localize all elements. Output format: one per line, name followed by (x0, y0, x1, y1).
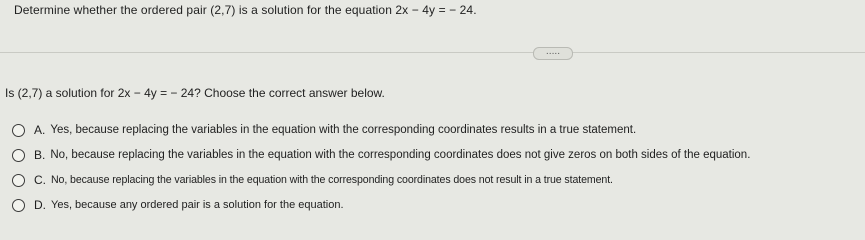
option-letter: B. (34, 148, 46, 162)
divider (0, 52, 865, 53)
option-b[interactable] (12, 144, 750, 166)
option-text: Yes, because replacing the variables in the equation with the corresponding coordinates results in a true statement. (50, 124, 637, 136)
option-text: Yes, because any ordered pair is a solution for the equation. (51, 199, 344, 211)
question-text: Determine whether the ordered pair (2,7) is a solution for the equation 2x − 4y = − 24. (14, 3, 477, 17)
radio-button-icon[interactable] (12, 149, 25, 162)
radio-button-icon[interactable] (12, 174, 25, 187)
option-text: No, because replacing the variables in the equation with the corresponding coordinates does not give zeros on both sides of the equation. (50, 149, 751, 161)
radio-button-icon[interactable] (12, 199, 25, 212)
prompt-text: Is (2,7) a solution for 2x − 4y = − 24? Choose the correct answer below. (5, 86, 385, 100)
answer-options (12, 119, 750, 219)
expand-button[interactable]: ..... (533, 47, 573, 60)
option-c[interactable] (12, 169, 750, 191)
option-letter: D. (34, 198, 46, 212)
option-letter: A. (34, 123, 46, 137)
option-text: No, because replacing the variables in the equation with the corresponding coordinates does not result in a true statement. (51, 174, 613, 186)
option-a[interactable] (12, 119, 750, 141)
radio-button-icon[interactable] (12, 124, 25, 137)
option-d[interactable] (12, 194, 750, 216)
option-letter: C. (34, 173, 46, 187)
